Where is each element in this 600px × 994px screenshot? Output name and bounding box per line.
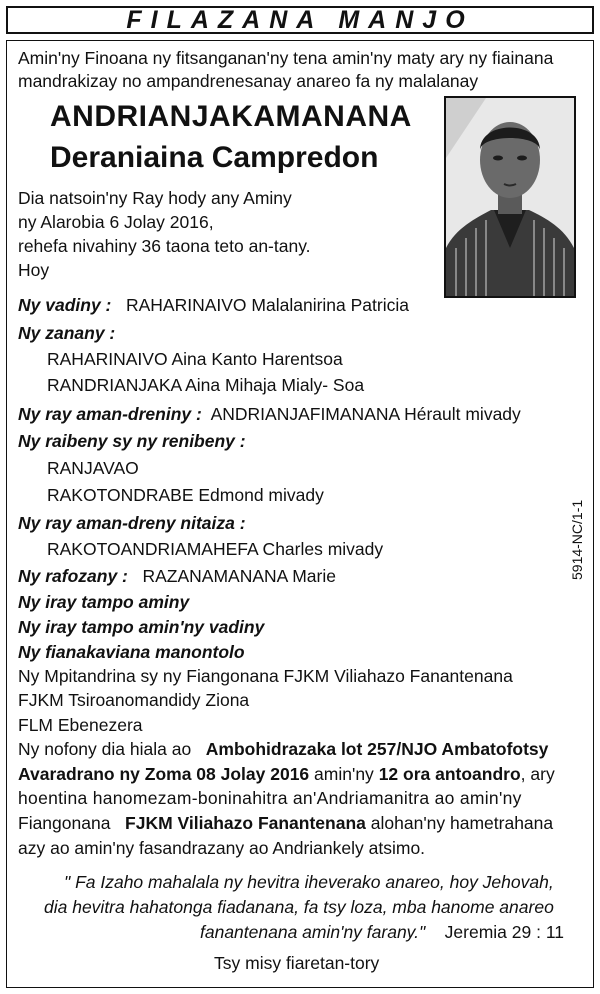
grandparent-2: RAKOTONDRABE Edmond mivady bbox=[47, 485, 324, 505]
verse-line-2: dia hevitra hahatonga fiadanana, fa tsy loza, mba hanome anareo bbox=[44, 897, 554, 917]
deceased-given-names: Deraniaina Campredon bbox=[50, 141, 379, 174]
notice-title: FILAZANA MANJO bbox=[126, 6, 474, 34]
funeral-line-1 bbox=[18, 738, 548, 760]
ad-code: 5914-NC/1-1 bbox=[569, 499, 585, 580]
foster-parents-name: RAKOTOANDRIAMAHEFA Charles mivady bbox=[47, 539, 384, 559]
children-label: Ny zanany : bbox=[18, 323, 116, 343]
verse-reference: Jeremia 29 : 11 bbox=[444, 922, 564, 942]
in-laws-row bbox=[18, 565, 336, 587]
spouse-name: RAHARINAIVO Malalanirina Patricia bbox=[125, 295, 409, 315]
funeral-date: Avaradrano ny Zoma 08 Jolay 2016 bbox=[18, 764, 310, 784]
funeral-text: , ary bbox=[520, 764, 555, 784]
portrait-illustration bbox=[446, 98, 574, 296]
church-line-3: FLM Ebenezera bbox=[18, 715, 143, 735]
child-2: RANDRIANJAKA Aina Mihaja Mialy- Soa bbox=[47, 375, 365, 395]
funeral-line-3: hoentina hanomezam-boninahitra an'Andriamanitra ao amin'ny bbox=[18, 788, 522, 808]
parents-row bbox=[18, 403, 521, 425]
closing-line: Tsy misy fiaretan-tory bbox=[214, 953, 380, 973]
funeral-text: alohan'ny hametrahana bbox=[370, 813, 554, 833]
funeral-text: Ny nofony dia hiala ao bbox=[18, 739, 192, 759]
death-line-2: ny Alarobia 6 Jolay 2016, bbox=[18, 212, 214, 232]
verse-line-3: fanantenana amin'ny farany." bbox=[200, 922, 426, 942]
funeral-address: Ambohidrazaka lot 257/NJO Ambatofotsy bbox=[205, 739, 549, 759]
funeral-church: FJKM Viliahazo Fanantenana bbox=[125, 813, 366, 833]
spouse-label: Ny vadiny : bbox=[18, 295, 112, 315]
whole-family-label: Ny fianakaviana manontolo bbox=[18, 642, 245, 662]
notice-header bbox=[6, 6, 594, 34]
parents-label: Ny ray aman-dreniny : bbox=[18, 404, 202, 424]
grandparents-label: Ny raibeny sy ny renibeny : bbox=[18, 431, 246, 451]
verse-line-1: " Fa Izaho mahalala ny hevitra iheverako anareo, hoy Jehovah, bbox=[64, 872, 554, 892]
funeral-line-5: azy ao amin'ny fasandrazany ao Andriankely atsimo. bbox=[18, 838, 426, 858]
funeral-line-2 bbox=[18, 763, 555, 785]
in-laws-label: Ny rafozany : bbox=[18, 566, 128, 586]
spouse-siblings-label: Ny iray tampo amin'ny vadiny bbox=[18, 617, 265, 637]
spouse-row bbox=[18, 294, 409, 316]
funeral-line-4 bbox=[18, 812, 553, 834]
funeral-time: 12 ora antoandro bbox=[378, 764, 521, 784]
funeral-text: Fiangonana bbox=[18, 813, 111, 833]
church-line-2: FJKM Tsiroanomandidy Ziona bbox=[18, 690, 250, 710]
death-line-4: Hoy bbox=[18, 260, 50, 280]
parents-name: ANDRIANJAFIMANANA Hérault mivady bbox=[210, 404, 521, 424]
grandparent-1: RANJAVAO bbox=[47, 458, 139, 478]
death-line-3: rehefa nivahiny 36 taona teto an-tany. bbox=[18, 236, 311, 256]
intro-line-1: Amin'ny Finoana ny fitsanganan'ny tena amin'ny maty ary ny fiainana bbox=[18, 48, 554, 68]
verse-line-3-row bbox=[200, 921, 564, 943]
funeral-text: amin'ny bbox=[314, 764, 374, 784]
siblings-label: Ny iray tampo aminy bbox=[18, 592, 190, 612]
deceased-photo bbox=[444, 96, 576, 298]
in-laws-name: RAZANAMANANA Marie bbox=[142, 566, 336, 586]
deceased-surname: ANDRIANJAKAMANANA bbox=[50, 100, 412, 133]
intro-line-2: mandrakizay no ampandrenesanay anareo fa ny malalanay bbox=[18, 71, 479, 91]
church-line-1: Ny Mpitandrina sy ny Fiangonana FJKM Viliahazo Fanantenana bbox=[18, 666, 513, 686]
death-line-1: Dia natsoin'ny Ray hody any Aminy bbox=[18, 188, 292, 208]
child-1: RAHARINAIVO Aina Kanto Harentsoa bbox=[47, 349, 343, 369]
foster-parents-label: Ny ray aman-dreny nitaiza : bbox=[18, 513, 246, 533]
